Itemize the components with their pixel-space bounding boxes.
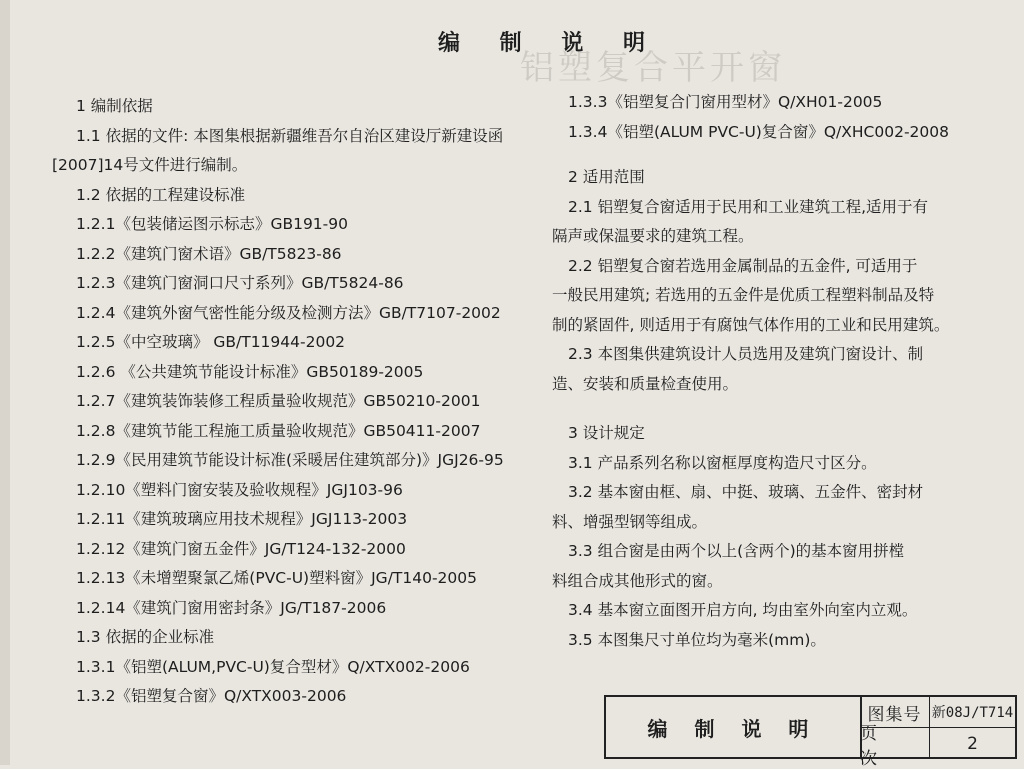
text-line: 一般民用建筑; 若选用的五金件是优质工程塑料制品及特 <box>552 286 935 304</box>
title-block-name: 编 制 说 明 <box>606 697 862 757</box>
bleed-through-heading: 铝塑复合平开窗 <box>520 48 786 88</box>
page-title: 编 制 说 明 <box>438 31 661 56</box>
standard-item: 1.2.10《塑料门窗安装及验收规程》JGJ103-96 <box>76 480 403 499</box>
standard-item: 1.2.4《建筑外窗气密性能分级及检测方法》GB/T7107-2002 <box>76 303 501 322</box>
standard-item: 1.2.7《建筑装饰装修工程质量验收规范》GB50210-2001 <box>76 392 481 410</box>
subsection-heading: 1.3 依据的企业标准 <box>76 628 215 646</box>
atlas-number-label: 图集号 <box>860 697 930 728</box>
section-heading: 1 编制依据 <box>76 97 153 115</box>
standard-item: 1.2.11《建筑玻璃应用技术规程》JGJ113-2003 <box>76 510 408 528</box>
standard-item: 1.3.3《铝塑复合门窗用型材》Q/XH01-2005 <box>568 93 883 111</box>
left-column <box>52 92 550 712</box>
standard-item: 1.2.13《未增塑聚氯乙烯(PVC-U)塑料窗》JG/T140-2005 <box>76 569 478 587</box>
standard-item: 1.2.8《建筑节能工程施工质量验收规范》GB50411-2007 <box>76 421 481 440</box>
standard-item: 1.3.1《铝塑(ALUM,PVC-U)复合型材》Q/XTX002-2006 <box>76 657 470 676</box>
standard-item: 1.2.2《建筑门窗术语》GB/T5823-86 <box>76 244 342 263</box>
standard-item: 1.3.2《铝塑复合窗》Q/XTX003-2006 <box>76 687 347 705</box>
text-line: 制的紧固件, 则适用于有腐蚀气体作用的工业和民用建筑。 <box>552 315 950 334</box>
section-heading: 2 适用范围 <box>568 168 645 186</box>
section-heading: 3 设计规定 <box>568 424 645 442</box>
text-line: 2.3 本图集供建筑设计人员选用及建筑门窗设计、制 <box>568 345 924 363</box>
page-number-label: 页 次 <box>860 728 930 759</box>
standard-item: 1.2.1《包装储运图示标志》GB191-90 <box>76 215 348 233</box>
text-line: 3.1 产品系列名称以窗框厚度构造尺寸区分。 <box>568 453 877 472</box>
standard-item: 1.2.12《建筑门窗五金件》JG/T124-132-2000 <box>76 539 406 558</box>
standard-item: 1.2.9《民用建筑节能设计标准(采暖居住建筑部分)》JGJ26-95 <box>76 451 504 469</box>
text-line: 3.5 本图集尺寸单位均为毫米(mm)。 <box>568 630 826 649</box>
standard-item: 1.2.14《建筑门窗用密封条》JG/T187-2006 <box>76 598 387 617</box>
subsection-heading: 1.2 依据的工程建设标准 <box>76 185 246 204</box>
text-line: 3.4 基本窗立面图开启方向, 均由室外向室内立观。 <box>568 601 918 619</box>
standard-item: 1.3.4《铝塑(ALUM PVC-U)复合窗》Q/XHC002-2008 <box>568 122 949 141</box>
text-line: 料组合成其他形式的窗。 <box>552 571 723 590</box>
text-line: 隔声或保温要求的建筑工程。 <box>552 227 754 245</box>
text-line: 2.1 铝塑复合窗适用于民用和工业建筑工程,适用于有 <box>568 197 929 216</box>
standard-item: 1.2.5《中空玻璃》 GB/T11944-2002 <box>76 333 346 351</box>
text-line: [2007]14号文件进行编制。 <box>52 156 248 174</box>
text-line: 3.2 基本窗由框、扇、中挺、玻璃、五金件、密封材 <box>568 483 924 501</box>
text-line: 3.3 组合窗是由两个以上(含两个)的基本窗用拼樘 <box>568 542 905 560</box>
standard-item: 1.2.3《建筑门窗洞口尺寸系列》GB/T5824-86 <box>76 274 404 292</box>
standard-item: 1.2.6 《公共建筑节能设计标准》GB50189-2005 <box>76 362 424 381</box>
text-line: 料、增强型钢等组成。 <box>552 512 708 531</box>
text-line: 2.2 铝塑复合窗若选用金属制品的五金件, 可适用于 <box>568 256 918 275</box>
title-block <box>604 695 1017 769</box>
page-number-value: 2 <box>967 733 978 754</box>
left-page-edge <box>0 0 10 765</box>
atlas-number-value: 新08J/T714 <box>930 697 1015 728</box>
text-line: 1.1 依据的文件: 本图集根据新疆维吾尔自治区建设厅新建设函 <box>76 126 504 145</box>
right-column <box>552 88 992 655</box>
text-line: 造、安装和质量检查使用。 <box>552 374 739 393</box>
